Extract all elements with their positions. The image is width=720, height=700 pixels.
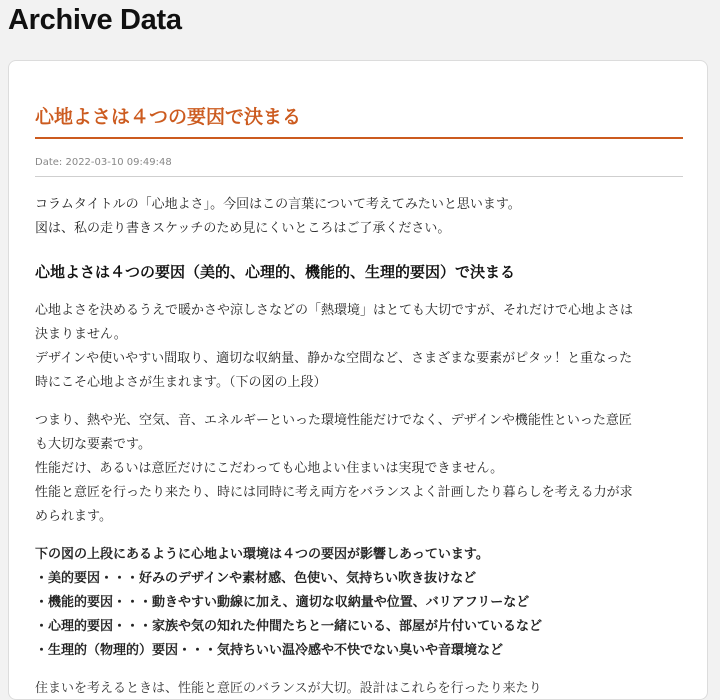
article-title: 心地よさは４つの要因で決まる: [35, 99, 683, 139]
article: [35, 99, 683, 700]
paragraph-line: 決まりません。: [35, 327, 127, 342]
factor-item: ・心理的要因・・・家族や気の知れた仲間たちと一緒にいる、部屋が片付いているなど: [35, 619, 543, 634]
closing-paragraph: 住まいを考えるときは、性能と意匠のバランスが大切。設計はこれらを行ったり来たり: [35, 681, 542, 696]
factor-item: ・生理的（物理的）要因・・・気持ちいい温冷感や不快でない臭いや音環境など: [35, 643, 504, 658]
paragraph-line: 性能と意匠を行ったり来たり、時には同時に考え両方をバランスよく計画したり暮らしを考える力が求: [35, 485, 633, 500]
factor-item: ・美的要因・・・好みのデザインや素材感、色使い、気持ちい吹き抜けなど: [35, 571, 477, 586]
factors-intro: 下の図の上段にあるように心地よい環境は４つの要因が影響しあっています。: [35, 547, 489, 562]
intro-paragraph: [35, 193, 683, 241]
article-card: [8, 60, 708, 700]
date-label: Date:: [35, 157, 63, 168]
paragraph: [35, 299, 683, 395]
section-heading: 心地よさは４つの要因（美的、心理的、機能的、生理的要因）で決まる: [35, 263, 516, 281]
paragraph: [35, 409, 683, 529]
factor-item: ・機能的要因・・・動きやすい動線に加え、適切な収納量や位置、バリアフリーなど: [35, 595, 530, 610]
date-value: 2022-03-10 09:49:48: [65, 157, 172, 168]
factors-list: [35, 543, 683, 663]
paragraph-line: つまり、熱や光、空気、音、エネルギーといった環境性能だけでなく、デザインや機能性といった意匠: [35, 413, 632, 428]
paragraph-line: 心地よさを決めるうえで暖かさや涼しさなどの「熱環境」はとても大切ですが、それだけで心地よさは: [35, 303, 634, 318]
page-title: Archive Data: [8, 4, 182, 36]
paragraph-line: 時にこそ心地よさが生まれます。（下の図の上段）: [35, 375, 327, 390]
paragraph-line: も大切な要素です。: [35, 437, 151, 452]
intro-line: 図は、私の走り書きスケッチのため見にくいところはご了承ください。: [35, 221, 451, 236]
intro-line: コラムタイトルの「心地よさ」。今回はこの言葉について考えてみたいと思います。: [35, 197, 521, 212]
paragraph-line: められます。: [35, 509, 112, 524]
article-body: [35, 193, 683, 700]
paragraph-line: デザインや使いやすい間取り、適切な収納量、静かな空間など、さまざまな要素がピタッ！と重なった: [35, 351, 633, 366]
paragraph-line: 性能だけ、あるいは意匠だけにこだわっても心地よい住まいは実現できません。: [35, 461, 504, 476]
article-date: [35, 157, 683, 177]
